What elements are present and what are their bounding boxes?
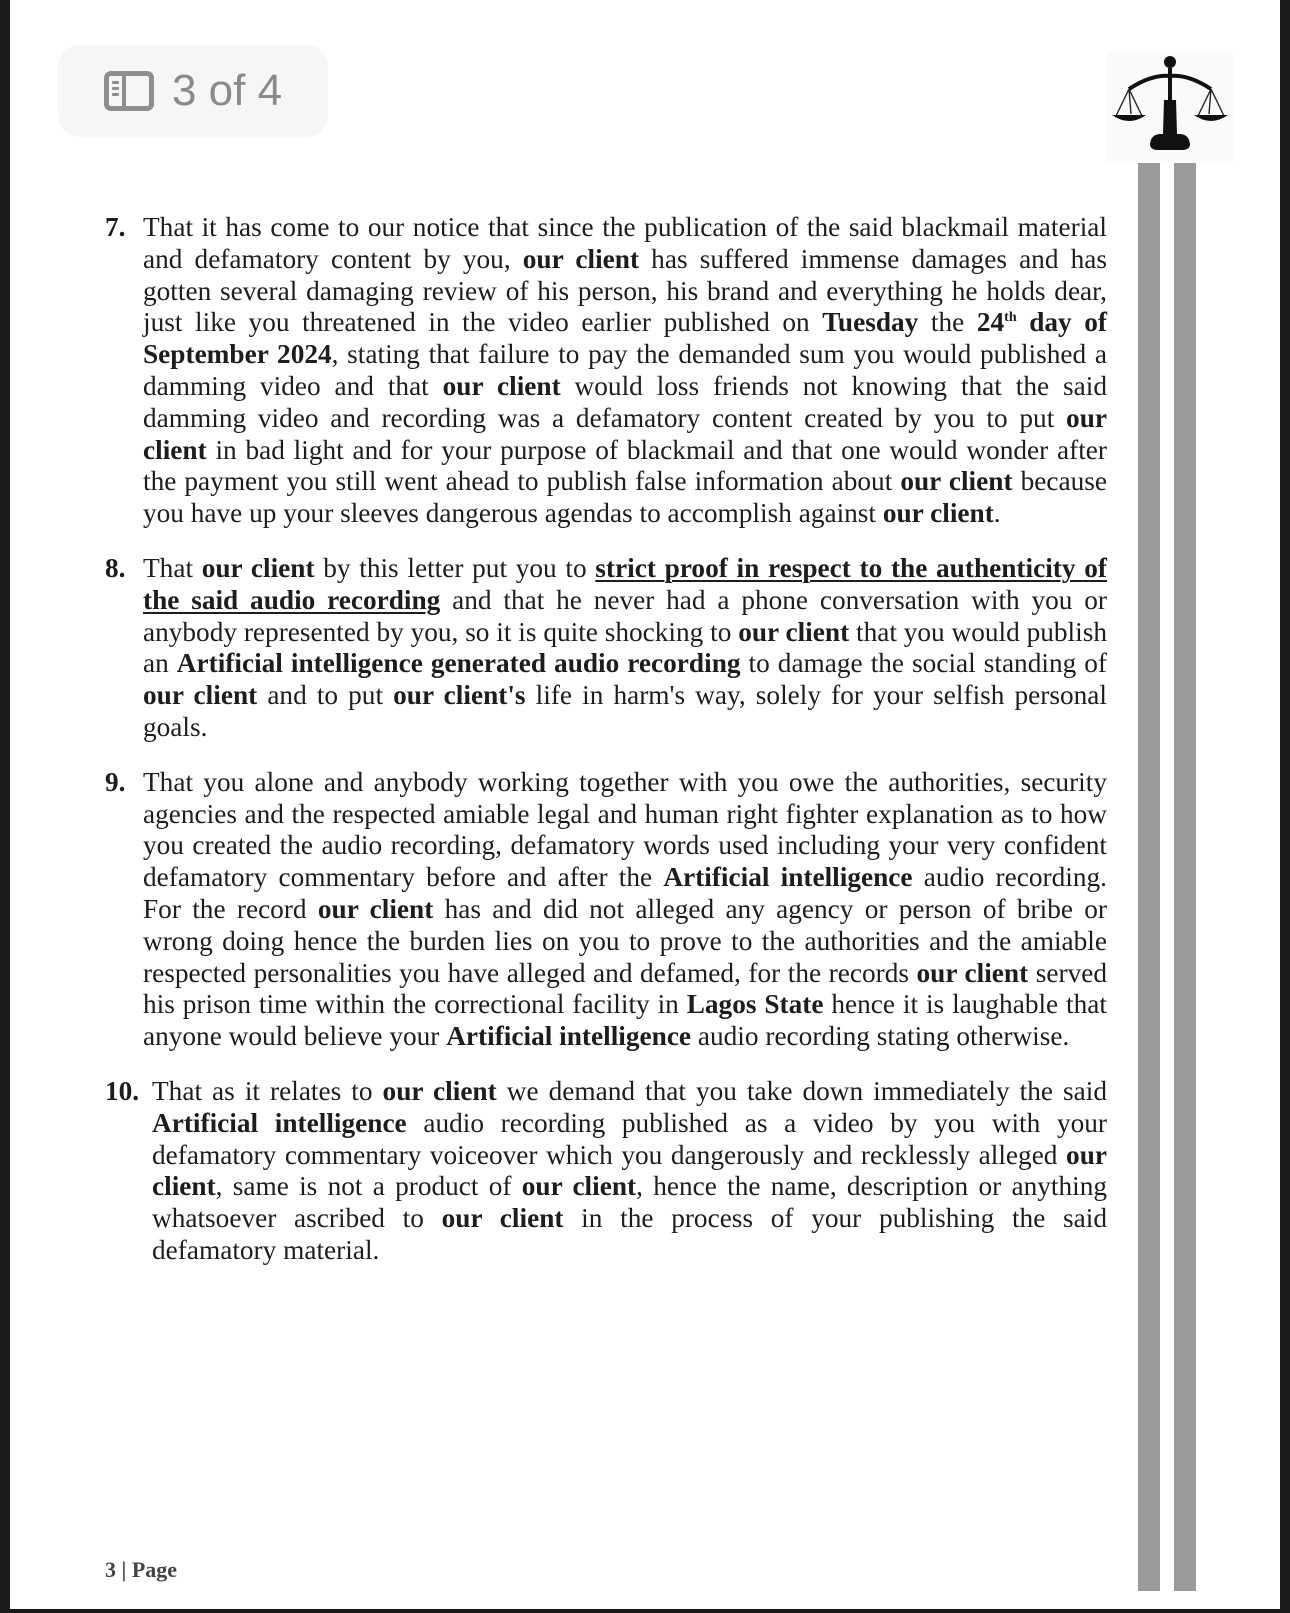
bold-text: our client's [393, 680, 526, 711]
paragraph-number: 9. [105, 766, 126, 797]
text-run: and that he never had a phone conversation with you or anybody represented by you, so it is quite shocking to [143, 584, 1107, 647]
text-run: served his prison time within the correctional facility in [143, 957, 1107, 1020]
sidebar-icon [104, 71, 154, 111]
paragraph-number: 7. [105, 212, 126, 242]
bold-text: Artificial intelligence [152, 1107, 407, 1138]
text-run: has and did not alleged any agency or person of bribe or wrong doing hence the burden lies on you to prove to the authorities and the amiable respected personalities you have alleged and defamed, for the records [143, 893, 1108, 988]
text-run: That as it relates to [152, 1075, 383, 1106]
paragraph-text [143, 767, 1107, 1053]
bold-text: our client [441, 1203, 564, 1234]
text-run: we demand that you take down immediately the said [496, 1075, 1107, 1106]
text-run: audio recording published as a video by you with your defamatory commentary voiceover which you dangerously and recklessly alleged [152, 1107, 1107, 1170]
bold-text: our client [900, 466, 1013, 497]
text-run: That [143, 552, 202, 583]
document-page [10, 0, 1280, 1609]
text-run: That you alone and anybody working together with you owe the authorities, security agencies and the respected amiable legal and human right fighter explanation as to how you created the audio recording, defamatory words used including your very confident defamatory commentary before and after the [143, 766, 1107, 893]
text-run: audio recording stating otherwise. [691, 1021, 1070, 1052]
bold-text: our client [317, 893, 434, 924]
superscript: th [1004, 310, 1017, 326]
paragraph-9 [95, 767, 1107, 1053]
bold-text: our client [152, 1139, 1107, 1202]
bold-text: day of September 2024 [143, 307, 1107, 370]
paragraph-number: 10. [105, 1075, 140, 1106]
decorative-side-bar [1138, 163, 1160, 1591]
text-run: in bad light and for your purpose of blackmail and that one would wonder after the payment you still went ahead to publish false information about [143, 434, 1107, 497]
text-run: to damage the social standing of [740, 648, 1107, 679]
page-indicator-button[interactable] [58, 45, 328, 137]
bold-text: Tuesday [822, 307, 919, 338]
text-run: by this letter put you to [314, 552, 596, 583]
bold-text: Artificial intelligence [663, 862, 913, 893]
paragraph-text [143, 553, 1107, 744]
paragraph-text [152, 1076, 1107, 1267]
text-run: has suffered immense damages and has gotten several damaging review of his person, his brand and everything he holds dear, just like you threatened in the video earlier published on [143, 243, 1108, 338]
bold-text: our client [521, 1171, 637, 1202]
text-run: . [993, 498, 1001, 529]
paragraph-8 [95, 553, 1107, 744]
bold-text: 24 [976, 307, 1005, 338]
text-run: That it has come to our notice that since the publication of the said blackmail material and defamatory content by you, [143, 212, 1107, 274]
paragraph-7 [95, 212, 1107, 530]
letter-body [95, 212, 1107, 1290]
bold-text: our client [143, 402, 1107, 465]
page-number-footer: 3 | Page [105, 1557, 178, 1582]
bold-text: our client [143, 680, 258, 711]
text-run: because you have up your sleeves dangerous agendas to accomplish against [143, 466, 1107, 529]
text-run: audio recording. For the record [143, 862, 1107, 924]
bold-text: Artificial intelligence generated audio recording [176, 648, 741, 679]
bold-text: our client [442, 370, 561, 401]
bold-text: our client [916, 957, 1029, 988]
text-run: hence it is laughable that anyone would believe your [143, 989, 1107, 1052]
underlined-text: strict proof in respect to the authenticity of the said audio recording [143, 552, 1107, 615]
bold-text: Lagos State [686, 989, 824, 1020]
text-run: the [918, 307, 977, 338]
bold-text: Artificial intelligence [446, 1021, 692, 1052]
text-run: , hence the name, description or anything whatsoever ascribed to [152, 1171, 1107, 1234]
page-indicator-label: 3 of 4 [171, 66, 283, 115]
paragraph-number: 8. [105, 552, 126, 583]
decorative-side-bar [1174, 163, 1196, 1591]
bold-text: our client [382, 1075, 497, 1106]
text-run: and to put [257, 680, 394, 711]
bold-text: our client [522, 243, 640, 274]
text-run: , same is not a product of [215, 1171, 522, 1202]
bold-text: our client [201, 552, 315, 583]
text-run: would loss friends not knowing that the said damming video and recording was a defamatory content created by you to put [143, 370, 1107, 433]
text-run: that you would publish an [143, 616, 1107, 679]
paragraph-10 [95, 1076, 1107, 1267]
text-run: life in harm's way, solely for your selfish personal goals. [143, 680, 1107, 742]
text-run: , stating that failure to pay the demanded sum you would published a damming video and that [143, 339, 1107, 401]
bold-text: our client [738, 616, 850, 647]
scales-of-justice-icon [1107, 52, 1233, 162]
text-run: in the process of your publishing the said defamatory material. [152, 1203, 1107, 1265]
paragraph-text [143, 212, 1107, 530]
bold-text: our client [882, 498, 994, 529]
